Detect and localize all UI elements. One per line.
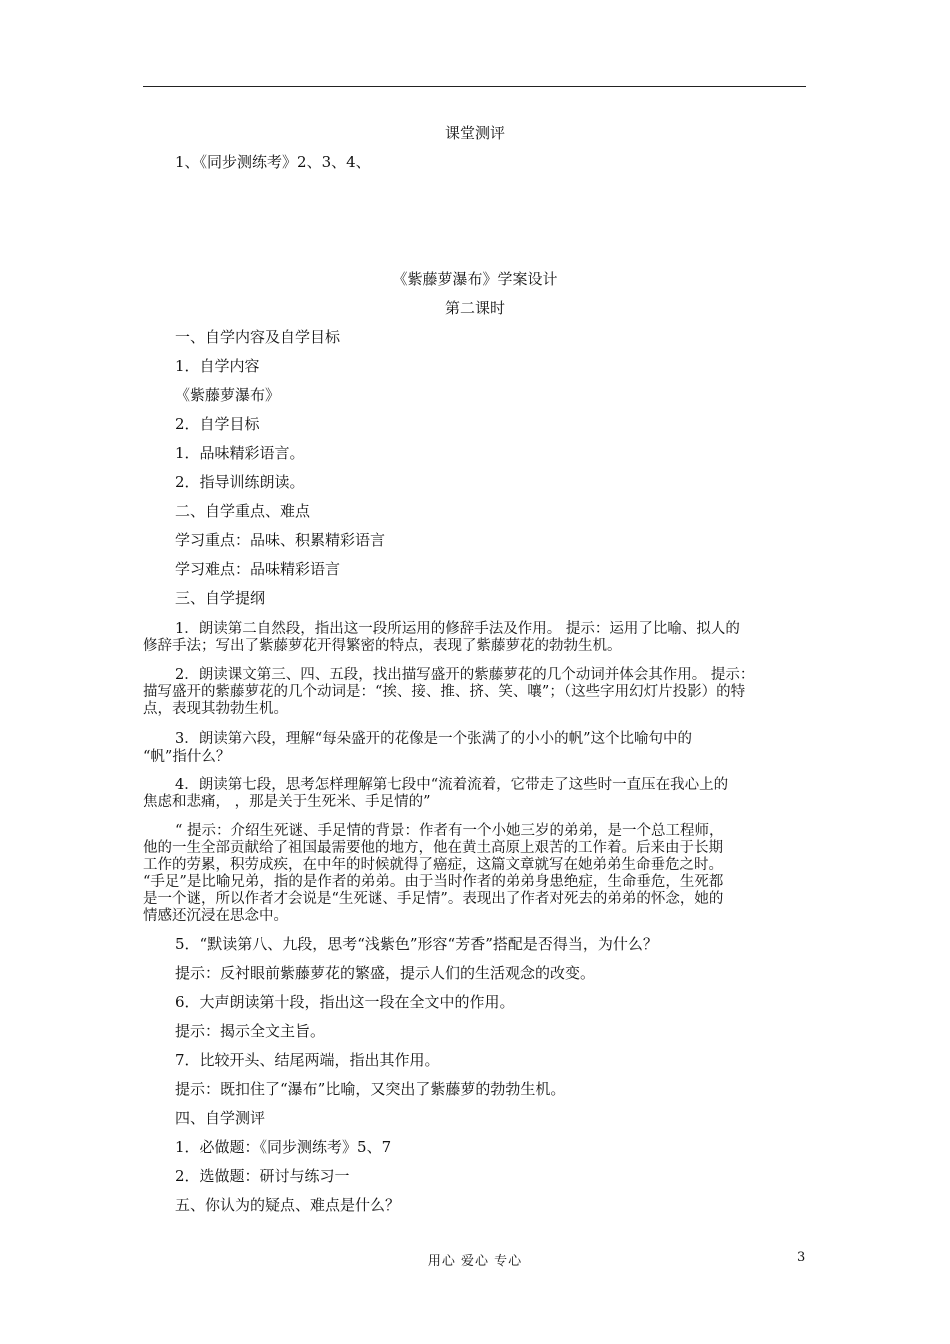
hint-4-line: 工作的劳累，积劳成疾，在中年的时候就得了癌症，这篇文章就写在她弟弟生命垂危之时。 [143, 857, 723, 873]
page-number: 3 [797, 1250, 806, 1265]
hint-5: 提示：反衬眼前紫藤萝花的繁盛，提示人们的生活观念的改变。 [175, 964, 596, 982]
content-text: 《紫藤萝瀑布》 [175, 386, 281, 404]
doc-title: 《紫藤萝瀑布》学案设计 [392, 270, 558, 288]
header-rule [143, 86, 806, 87]
question-4-line: 4．朗读第七段，思考怎样理解第七段中“流着流着，它带走了这些时一直压在我心上的 [175, 777, 729, 793]
difficulty-point: 学习难点：品味精彩语言 [175, 560, 341, 578]
heading-1: 一、自学内容及自学目标 [175, 328, 341, 346]
question-5: 5．“默读第八、九段，思考“浅紫色”形容“芳香”搭配是否得当，为什么？ [175, 935, 658, 953]
hint-6: 提示：揭示全文主旨。 [175, 1022, 326, 1040]
question-1-line: 1．朗读第二自然段，指出这一段所运用的修辞手法及作用。 提示：运用了比喻、拟人的 [175, 621, 740, 637]
lesson-label: 第二课时 [444, 299, 505, 317]
hint-7: 提示：既扣住了“瀑布”比喻，又突出了紫藤萝的勃勃生机。 [175, 1080, 566, 1098]
subheading-goals: 2．自学目标 [175, 415, 260, 433]
question-4-line: 焦虑和悲痛， ，那是关于生死米、手足情的” [143, 794, 431, 810]
hint-4-line: 情感还沉浸在思念中。 [143, 908, 288, 924]
hint-4-line: “手足”是比喻兄弟，指的是作者的弟弟。由于当时作者的弟弟身患绝症，生命垂危，生死都 [143, 874, 724, 890]
footer-motto: 用心 爱心 专心 [427, 1254, 523, 1269]
heading-3: 三、自学提纲 [175, 589, 266, 607]
question-2-line: 2．朗读课文第三、四、五段，找出描写盛开的紫藤萝花的几个动词并体会其作用。 提示： [175, 667, 755, 683]
question-2-line: 点，表现其勃勃生机。 [143, 701, 288, 717]
heading-4: 四、自学测评 [175, 1109, 266, 1127]
question-2-line: 描写盛开的紫藤萝花的几个动词是：“挨、接、推、挤、笑、嚷”；（这些字用幻灯片投影）的特 [143, 684, 746, 700]
test-required: 1．必做题：《同步测练考》5、7 [175, 1138, 392, 1156]
question-3-line: “帆”指什么？ [143, 749, 231, 765]
hint-4-line: “ 提示：介绍生死谜、手足情的背景：作者有一个小她三岁的弟弟，是一个总工程师， [175, 823, 724, 839]
test-item: 1、《同步测练考》2、3、4、 [175, 153, 371, 171]
section-title: 课堂测评 [444, 124, 505, 142]
heading-2: 二、自学重点、难点 [175, 502, 311, 520]
question-1-line: 修辞手法；写出了紫藤萝花开得繁密的特点，表现了紫藤萝花的勃勃生机。 [143, 638, 622, 654]
test-optional: 2．选做题：研讨与练习一 [175, 1167, 350, 1185]
heading-5: 五、你认为的疑点、难点是什么？ [175, 1196, 401, 1214]
key-point: 学习重点：品味、积累精彩语言 [175, 531, 386, 549]
question-6: 6．大声朗读第十段，指出这一段在全文中的作用。 [175, 993, 515, 1011]
question-7: 7．比较开头、结尾两端，指出其作用。 [175, 1051, 440, 1069]
hint-4-line: 是一个谜，所以作者才会说是“生死谜、手足情”。表现出了作者对死去的弟弟的怀念，她的 [143, 891, 724, 907]
hint-4-line: 他的一生全部贡献给了祖国最需要他的地方，他在黄土高原上艰苦的工作着。后来由于长期 [143, 840, 723, 856]
subheading-content: 1．自学内容 [175, 357, 260, 375]
goal-item: 1．品味精彩语言。 [175, 444, 305, 462]
goal-item: 2．指导训练朗读。 [175, 473, 305, 491]
question-3-line: 3．朗读第六段，理解“每朵盛开的花像是一个张满了的小小的帆”这个比喻句中的 [175, 731, 693, 747]
